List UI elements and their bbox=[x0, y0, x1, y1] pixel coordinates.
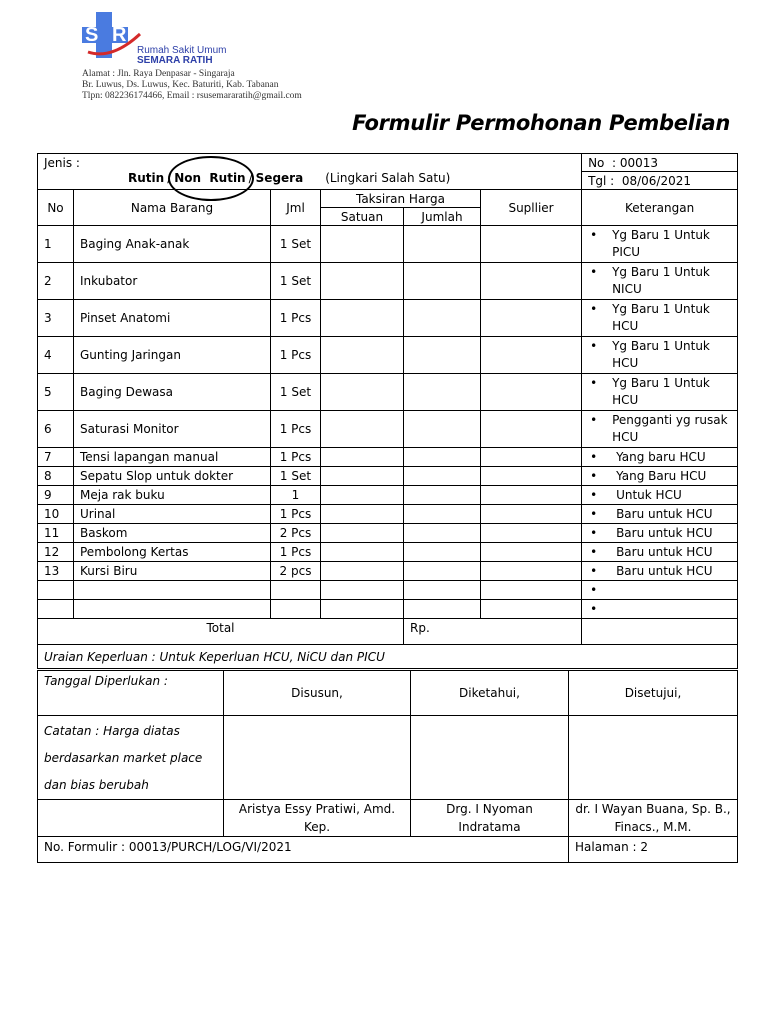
item-jumlah[interactable] bbox=[404, 374, 481, 411]
item-name: Baskom bbox=[74, 524, 271, 543]
item-supplier[interactable] bbox=[481, 486, 582, 505]
item-no: 5 bbox=[38, 374, 74, 411]
item-no: 8 bbox=[38, 467, 74, 486]
item-qty: 1 Pcs bbox=[271, 448, 321, 467]
item-name: Baging Dewasa bbox=[74, 374, 271, 411]
item-jumlah[interactable] bbox=[404, 524, 481, 543]
jenis-cell bbox=[38, 154, 582, 190]
item-supplier[interactable] bbox=[481, 374, 582, 411]
table-row bbox=[38, 300, 738, 337]
col-keterangan: Keterangan bbox=[582, 190, 738, 226]
item-name: Baging Anak-anak bbox=[74, 226, 271, 263]
item-name: Pinset Anatomi bbox=[74, 300, 271, 337]
item-supplier[interactable] bbox=[481, 226, 582, 263]
item-jumlah[interactable] bbox=[404, 263, 481, 300]
item-keterangan: • Yg Baru 1 Untuk HCU bbox=[582, 337, 738, 374]
item-qty: 1 Set bbox=[271, 263, 321, 300]
item-qty: 1 Set bbox=[271, 226, 321, 263]
separator-2: / bbox=[248, 171, 253, 185]
item-supplier[interactable] bbox=[481, 505, 582, 524]
catatan-line-3: dan bias berubah bbox=[44, 778, 149, 792]
diketahui-label: Diketahui, bbox=[411, 671, 569, 716]
catatan bbox=[38, 716, 224, 800]
item-qty: 1 Pcs bbox=[271, 505, 321, 524]
item-supplier[interactable] bbox=[481, 467, 582, 486]
item-keterangan: • Baru untuk HCU bbox=[582, 562, 738, 581]
item-name: Gunting Jaringan bbox=[74, 337, 271, 374]
table-row-empty bbox=[38, 581, 738, 600]
item-satuan[interactable] bbox=[321, 411, 404, 448]
svg-text:S: S bbox=[85, 24, 99, 46]
uraian-keperluan: Uraian Keperluan : Untuk Keperluan HCU, NiCU dan PICU bbox=[38, 645, 738, 669]
total-value[interactable] bbox=[582, 619, 738, 645]
table-row bbox=[38, 524, 738, 543]
table-row bbox=[38, 486, 738, 505]
purchase-form-table bbox=[37, 153, 738, 669]
item-qty: 2 Pcs bbox=[271, 524, 321, 543]
jenis-note: (Lingkari Salah Satu) bbox=[325, 171, 451, 185]
item-no: 2 bbox=[38, 263, 74, 300]
item-no: 1 bbox=[38, 226, 74, 263]
col-supplier: Supllier bbox=[481, 190, 582, 226]
table-row-empty bbox=[38, 600, 738, 619]
item-name: Sepatu Slop untuk dokter bbox=[74, 467, 271, 486]
bullet: • bbox=[590, 468, 598, 483]
item-jumlah[interactable] bbox=[404, 467, 481, 486]
item-no: 11 bbox=[38, 524, 74, 543]
item-no: 12 bbox=[38, 543, 74, 562]
bullet: • bbox=[590, 339, 598, 353]
hospital-type: Rumah Sakit Umum bbox=[137, 45, 227, 56]
col-nama-barang: Nama Barang bbox=[74, 190, 271, 226]
table-row bbox=[38, 263, 738, 300]
item-supplier[interactable] bbox=[481, 524, 582, 543]
item-jumlah[interactable] bbox=[404, 226, 481, 263]
signature-box-diketahui[interactable] bbox=[411, 716, 569, 800]
item-satuan[interactable] bbox=[321, 448, 404, 467]
bullet: • bbox=[590, 506, 598, 521]
item-supplier[interactable] bbox=[481, 411, 582, 448]
total-label: Total bbox=[38, 619, 404, 645]
item-supplier[interactable] bbox=[481, 337, 582, 374]
table-row bbox=[38, 374, 738, 411]
catatan-line-1: Catatan : Harga diatas bbox=[44, 724, 180, 738]
item-name: Saturasi Monitor bbox=[74, 411, 271, 448]
item-satuan[interactable] bbox=[321, 337, 404, 374]
item-qty: 1 Set bbox=[271, 374, 321, 411]
item-no: 9 bbox=[38, 486, 74, 505]
item-keterangan: • Untuk HCU bbox=[582, 486, 738, 505]
separator-1: / bbox=[167, 171, 172, 185]
item-name: Urinal bbox=[74, 505, 271, 524]
page-number: Halaman : 2 bbox=[569, 837, 738, 863]
bullet: • bbox=[590, 228, 598, 242]
item-jumlah[interactable] bbox=[404, 543, 481, 562]
item-satuan[interactable] bbox=[321, 263, 404, 300]
item-qty: 1 bbox=[271, 486, 321, 505]
disetujui-label: Disetujui, bbox=[569, 671, 738, 716]
item-qty: 2 pcs bbox=[271, 562, 321, 581]
form-date: Tgl : 08/06/2021 bbox=[582, 172, 738, 190]
item-qty: 1 Pcs bbox=[271, 337, 321, 374]
tanggal-diperlukan: Tanggal Diperlukan : bbox=[38, 671, 224, 716]
signer-diketahui: Drg. I Nyoman Indratama bbox=[411, 800, 569, 837]
item-satuan[interactable] bbox=[321, 486, 404, 505]
item-jumlah[interactable] bbox=[404, 300, 481, 337]
bullet: • bbox=[590, 413, 598, 427]
item-name: Tensi lapangan manual bbox=[74, 448, 271, 467]
item-satuan[interactable] bbox=[321, 524, 404, 543]
option-rutin[interactable]: Rutin bbox=[128, 171, 165, 185]
item-no: 3 bbox=[38, 300, 74, 337]
item-jumlah[interactable] bbox=[404, 448, 481, 467]
item-supplier[interactable] bbox=[481, 543, 582, 562]
item-keterangan: • Yg Baru 1 Untuk HCU bbox=[582, 300, 738, 337]
item-name: Inkubator bbox=[74, 263, 271, 300]
item-satuan[interactable] bbox=[321, 374, 404, 411]
col-taksiran-harga: Taksiran Harga bbox=[321, 190, 481, 208]
item-keterangan: • Yang Baru HCU bbox=[582, 467, 738, 486]
bullet: • bbox=[590, 582, 598, 597]
table-row bbox=[38, 543, 738, 562]
table-row bbox=[38, 337, 738, 374]
item-keterangan: • Baru untuk HCU bbox=[582, 505, 738, 524]
option-non-rutin[interactable]: Non Rutin bbox=[174, 171, 246, 185]
signature-box-disetujui[interactable] bbox=[569, 716, 738, 800]
table-row bbox=[38, 505, 738, 524]
item-qty: 1 Pcs bbox=[271, 411, 321, 448]
form-title: Formulir Permohonan Pembelian bbox=[352, 111, 730, 135]
total-row bbox=[38, 619, 738, 645]
jenis-label: Jenis : bbox=[44, 156, 80, 170]
address-line-1: Alamat : Jln. Raya Denpasar - Singaraja bbox=[82, 69, 235, 79]
item-jumlah[interactable] bbox=[404, 411, 481, 448]
item-satuan[interactable] bbox=[321, 300, 404, 337]
item-keterangan: • Baru untuk HCU bbox=[582, 524, 738, 543]
bullet: • bbox=[590, 265, 598, 279]
item-name: Pembolong Kertas bbox=[74, 543, 271, 562]
item-keterangan: • Yg Baru 1 Untuk NICU bbox=[582, 263, 738, 300]
catatan-line-2: berdasarkan market place bbox=[44, 751, 203, 765]
bullet: • bbox=[590, 563, 598, 578]
item-no: 6 bbox=[38, 411, 74, 448]
item-name: Meja rak buku bbox=[74, 486, 271, 505]
item-supplier[interactable] bbox=[481, 562, 582, 581]
item-satuan[interactable] bbox=[321, 562, 404, 581]
col-jml: Jml bbox=[271, 190, 321, 226]
item-qty: 1 Pcs bbox=[271, 543, 321, 562]
bullet: • bbox=[590, 544, 598, 559]
signer-disusun: Aristya Essy Pratiwi, Amd. Kep. bbox=[224, 800, 411, 837]
svg-text:R: R bbox=[112, 24, 127, 46]
table-row bbox=[38, 411, 738, 448]
item-satuan[interactable] bbox=[321, 543, 404, 562]
bullet: • bbox=[590, 487, 598, 502]
item-jumlah[interactable] bbox=[404, 505, 481, 524]
item-name: Kursi Biru bbox=[74, 562, 271, 581]
item-qty: 1 Set bbox=[271, 467, 321, 486]
col-jumlah: Jumlah bbox=[404, 208, 481, 226]
address-line-2: Br. Luwus, Ds. Luwus, Kec. Baturiti, Kab. Tabanan bbox=[82, 80, 279, 90]
item-jumlah[interactable] bbox=[404, 337, 481, 374]
disusun-label: Disusun, bbox=[224, 671, 411, 716]
table-row bbox=[38, 467, 738, 486]
form-reference: No. Formulir : 00013/PURCH/LOG/VI/2021 bbox=[38, 837, 569, 863]
option-segera[interactable]: Segera bbox=[255, 171, 304, 185]
item-satuan[interactable] bbox=[321, 467, 404, 486]
item-keterangan: • Baru untuk HCU bbox=[582, 543, 738, 562]
item-no: 10 bbox=[38, 505, 74, 524]
item-no: 4 bbox=[38, 337, 74, 374]
total-rp: Rp. bbox=[404, 619, 582, 645]
bullet: • bbox=[590, 525, 598, 540]
item-jumlah[interactable] bbox=[404, 562, 481, 581]
table-row bbox=[38, 562, 738, 581]
table-row bbox=[38, 226, 738, 263]
address-line-3: Tlpn: 082236174466, Email : rsusemararatih@gmail.com bbox=[82, 91, 302, 101]
bullet: • bbox=[590, 449, 598, 464]
bullet: • bbox=[590, 302, 598, 316]
table-row bbox=[38, 448, 738, 467]
signature-box-disusun[interactable] bbox=[224, 716, 411, 800]
col-no: No bbox=[38, 190, 74, 226]
item-keterangan: • Yang baru HCU bbox=[582, 448, 738, 467]
form-number: No : 00013 bbox=[582, 154, 738, 172]
bullet: • bbox=[590, 601, 598, 616]
item-qty: 1 Pcs bbox=[271, 300, 321, 337]
item-satuan[interactable] bbox=[321, 226, 404, 263]
item-supplier[interactable] bbox=[481, 300, 582, 337]
item-supplier[interactable] bbox=[481, 448, 582, 467]
item-satuan[interactable] bbox=[321, 505, 404, 524]
item-jumlah[interactable] bbox=[404, 486, 481, 505]
item-no: 13 bbox=[38, 562, 74, 581]
col-satuan: Satuan bbox=[321, 208, 404, 226]
signer-disetujui: dr. I Wayan Buana, Sp. B., Finacs., M.M. bbox=[569, 800, 738, 837]
item-keterangan: • Pengganti yg rusak HCU bbox=[582, 411, 738, 448]
item-keterangan: • Yg Baru 1 Untuk HCU bbox=[582, 374, 738, 411]
hospital-logo bbox=[82, 12, 142, 58]
item-no: 7 bbox=[38, 448, 74, 467]
hospital-name: SEMARA RATIH bbox=[137, 55, 213, 66]
item-keterangan: • Yg Baru 1 Untuk PICU bbox=[582, 226, 738, 263]
bullet: • bbox=[590, 376, 598, 390]
item-supplier[interactable] bbox=[481, 263, 582, 300]
signature-table bbox=[37, 670, 738, 863]
